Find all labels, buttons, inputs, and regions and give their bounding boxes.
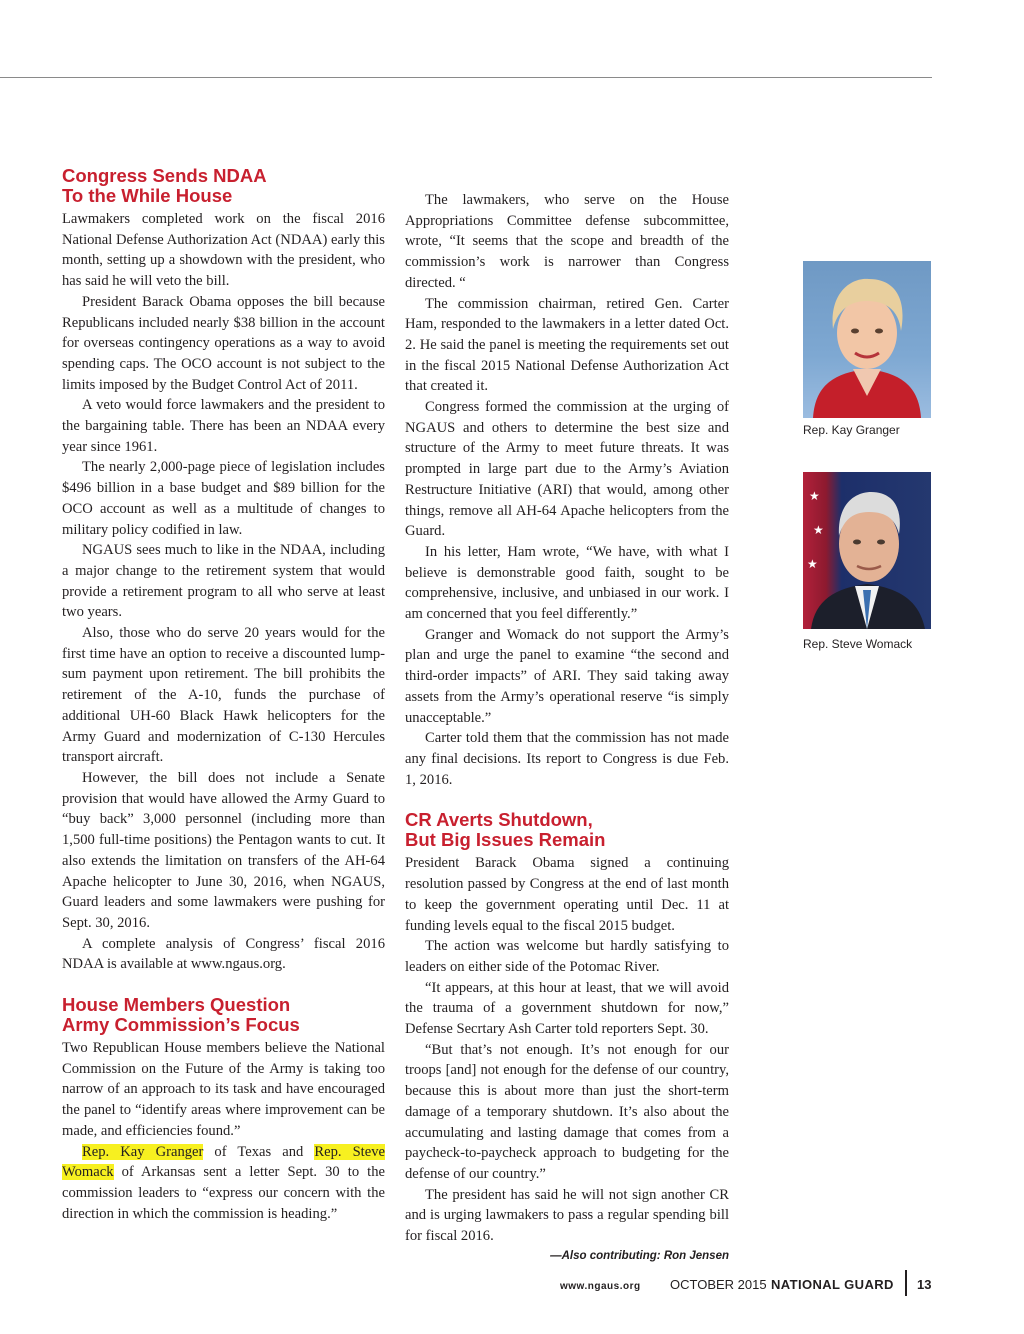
- footer-issue-date: OCTOBER 2015: [670, 1277, 767, 1292]
- headline-cr: CR Averts Shutdown, But Big Issues Remain: [405, 809, 606, 851]
- photo-steve-womack: [803, 472, 931, 629]
- ndaa-paragraph: NGAUS sees much to like in the NDAA, including a major change to the retirement system that would provide a retirement program to all who serve at least two years.: [62, 542, 385, 621]
- commission-paragraph: In his letter, Ham wrote, “We have, with what I believe is demonstrable good faith, sought to be comprehensive, inclusive, and unbiased in our work. I am concerned that you feel differently.”: [405, 543, 729, 623]
- ndaa-paragraph: Lawmakers completed work on the fiscal 2016 National Defense Authorization Act (NDAA) early this month, setting up a showdown with the president, who has said he will veto the bill.: [62, 211, 385, 290]
- ndaa-paragraph: However, the bill does not include a Senate provision that would have allowed the Army Guard to “buy back” 3,000 personnel (including more than 1,500 full-time positions) the Pentagon wants to cut. It also extends the limitation on transfers of the AH-64 Apache helicopter to June 30, 2016, when NGAUS, Guard leaders and some lawmakers were pushing for Sept. 30, 2016.: [62, 769, 385, 931]
- svg-text:★: ★: [813, 523, 824, 537]
- ndaa-paragraph: Also, those who do serve 20 years would for the first time have an option to receive a discounted lump-sum payment upon retirement. The bill prohibits the retirement of the A-10, funds the purchase of additional UH-60 Black Hawk helicopters for the Army Guard and modernization of C-130 Hercules transport aircraft.: [62, 625, 385, 766]
- footer-url: www.ngaus.org: [560, 1281, 641, 1292]
- commission-paragraph: Congress formed the commission at the urging of NGAUS and others to determine the best size and structure of the Army to meet future threats. It was prompted in large part due to the Army’s Aviation Restructure Initiative (ARI) that would, among other things, remove all AH-64 Apache helicopters from the Guard.: [405, 399, 729, 540]
- portrait-man-icon: [803, 472, 931, 629]
- footer-magazine-name: NATIONAL GUARD: [771, 1277, 894, 1292]
- cr-paragraph: The action was welcome but hardly satisfying to leaders on either side of the Potomac River.: [405, 938, 729, 975]
- photo-kay-granger: [803, 261, 931, 418]
- ndaa-paragraph: A veto would force lawmakers and the president to the bargaining table. There has been an NDAA every year since 1961.: [62, 397, 385, 455]
- commission-letter-paragraph: Rep. Kay Granger of Texas and Rep. Steve Womack of Arkansas sent a letter Sept. 30 to the commission leaders to “express our concern with the direction in which the commission is heading.”: [62, 1143, 385, 1222]
- column-right: [405, 190, 729, 1262]
- ndaa-paragraph: President Barack Obama opposes the bill because Republicans included nearly $38 billion in the account for overseas contingency operations as a way to avoid spending caps. The OCO account is not subject to the limits imposed by the Budget Control Act of 2011.: [62, 293, 385, 393]
- commission-paragraph: Two Republican House members believe the National Commission on the Future of the Army is taking too narrow of an approach to its task and have encouraged the panel to “identify areas where improvement can be made, and efficiencies found.”: [62, 1040, 385, 1139]
- ndaa-paragraph: A complete analysis of Congress’ fiscal 2016 NDAA is available at www.ngaus.org.: [62, 935, 385, 973]
- commission-paragraph: The commission chairman, retired Gen. Carter Ham, responded to the lawmakers in a letter dated Oct. 2. He said the panel is meeting the requirements set out in the fiscal 2015 National Defense Authorization Act that created it.: [405, 295, 729, 395]
- commission-paragraph: The lawmakers, who serve on the House Appropriations Committee defense subcommittee, wrote, “It seems that the scope and breadth of the commission’s work is narrower than Congress directed. “: [405, 192, 729, 291]
- contributor-credit: —Also contributing: Ron Jensen: [550, 1249, 729, 1262]
- footer-divider: [905, 1270, 907, 1296]
- headline-ndaa: Congress Sends NDAA To the While House: [62, 165, 267, 206]
- top-rule: [0, 77, 932, 78]
- cr-paragraph: “But that’s not enough. It’s not enough for our troops [and] not enough for the defense of our country, because this is about more than just the short-term damage of a temporary shutdown. It’s also about the accumulating and lasting damage that comes from a paycheck-to-paycheck approach to budgeting for the defense of our country.”: [405, 1041, 729, 1182]
- svg-text:★: ★: [807, 557, 818, 571]
- column-left: [62, 166, 385, 1224]
- ndaa-paragraph: The nearly 2,000-page piece of legislation includes $496 billion in a base budget and $89 billion for the OCO account as well as a multitude of changes to military policy codified in law.: [62, 459, 385, 538]
- page-footer: [560, 1276, 930, 1296]
- commission-paragraph: Granger and Womack do not support the Army’s plan and urge the panel to examine “the second and third-order impacts” of ARI. They said taking away assets from the Army’s operational reserve “is simply unacceptable.”: [405, 626, 729, 726]
- commission-paragraph: Carter told them that the commission has not made any final decisions. Its report to Congress is due Feb. 1, 2016.: [405, 730, 729, 788]
- page-number: 13: [917, 1277, 932, 1292]
- svg-text:★: ★: [809, 489, 820, 503]
- highlight-granger: Rep. Kay Granger: [82, 1143, 204, 1160]
- photo-caption: Rep. Steve Womack: [803, 637, 913, 651]
- portrait-woman-icon: [803, 261, 931, 418]
- highlight-womack: Rep. Steve Womack: [62, 1143, 385, 1181]
- cr-paragraph: President Barack Obama signed a continuing resolution passed by Congress at the end of last month to keep the government operating until Dec. 11 at funding levels equal to the fiscal 2015 budget.: [405, 855, 729, 934]
- cr-paragraph: The president has said he will not sign another CR and is urging lawmakers to pass a regular spending bill for fiscal 2016.: [405, 1186, 729, 1245]
- cr-paragraph: “It appears, at this hour at least, that we will avoid the trauma of a government shutdown for now,” Defense Secrtary Ash Carter told reporters Sept. 30.: [405, 979, 729, 1038]
- photo-caption: Rep. Kay Granger: [803, 423, 900, 437]
- headline-commission: House Members Question Army Commission’s Focus: [62, 994, 300, 1036]
